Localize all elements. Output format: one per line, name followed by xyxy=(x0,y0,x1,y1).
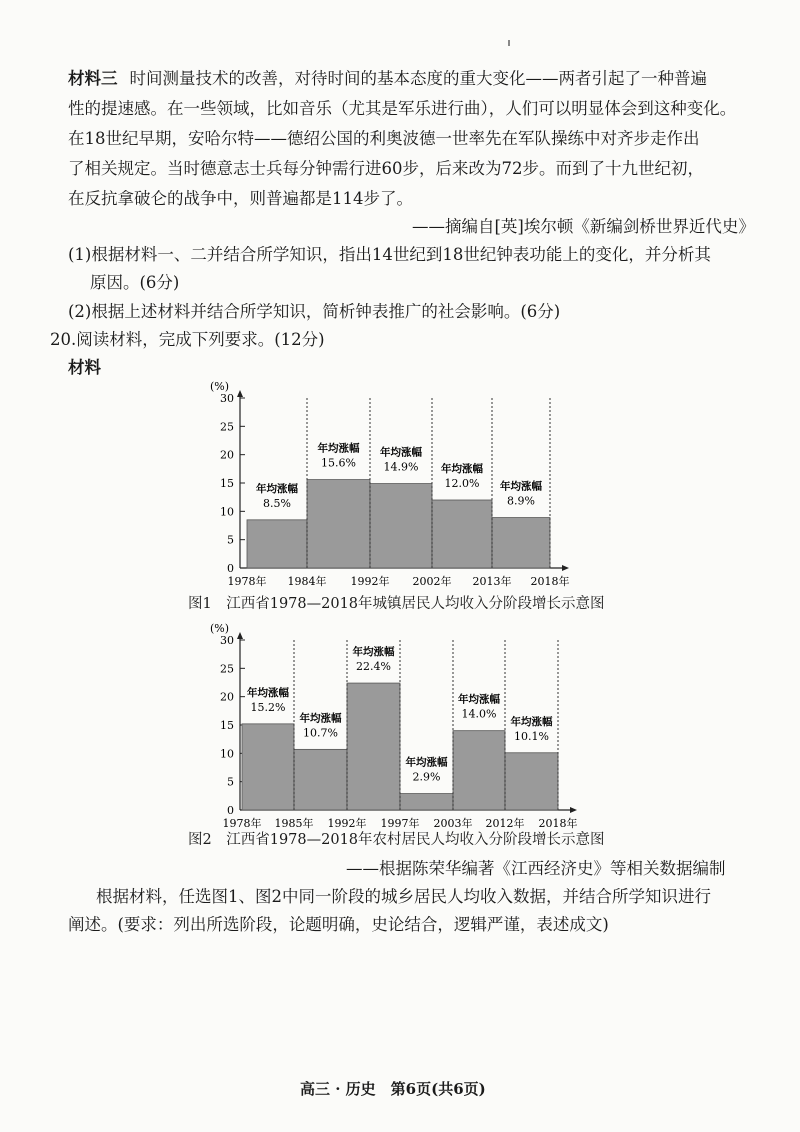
x-tick-label: 1978年 xyxy=(222,817,262,830)
material3-line-1: 材料三 时间测量技术的改善，对待时间的基本态度的重大变化——两者引起了一种普遍 xyxy=(68,69,707,88)
y-tick-label: 30 xyxy=(220,392,234,405)
material3-line-2: 性的提速感。在一些领域，比如音乐（尤其是军乐进行曲），人们可以明显体会到这种变化。 xyxy=(68,99,737,118)
material3-label: 材料三 xyxy=(68,69,118,88)
x-tick-label: 2018年 xyxy=(530,575,570,588)
x-tick-label: 2002年 xyxy=(412,575,452,588)
charts-source: ——根据陈荣华编著《江西经济史》等相关数据编制 xyxy=(346,859,726,878)
y-tick-label: 15 xyxy=(220,719,234,732)
bar-category-label: 年均涨幅 xyxy=(352,646,395,659)
scan-mark xyxy=(508,40,510,46)
bar-value-label: 14.9% xyxy=(383,460,419,474)
x-tick-label: 1985年 xyxy=(274,817,314,830)
x-axis-arrow xyxy=(570,807,577,813)
question-2: (2)根据上述材料并结合所学知识，简析钟表推广的社会影响。(6分) xyxy=(68,302,561,321)
y-tick-label: 15 xyxy=(220,477,234,490)
y-tick-label: 20 xyxy=(220,448,234,462)
bar-category-label: 年均涨幅 xyxy=(380,446,422,459)
bar-category-label: 年均涨幅 xyxy=(458,693,500,706)
bar-value-label: 12.0% xyxy=(444,477,480,490)
bar xyxy=(453,731,505,810)
bar-value-label: 22.4% xyxy=(356,660,391,674)
y-tick-label: 0 xyxy=(227,804,234,817)
question-1-line-1: (1)根据材料一、二并结合所学知识，指出14世纪到18世纪钟表功能上的变化，并分析其 xyxy=(68,245,711,264)
bar-value-label: 15.6% xyxy=(321,456,356,470)
x-tick-label: 1992年 xyxy=(350,575,390,588)
chart-1-caption: 图1 江西省1978—2018年城镇居民人均收入分阶段增长示意图 xyxy=(188,596,605,612)
material-label: 材料 xyxy=(68,358,101,377)
x-tick-label: 2012年 xyxy=(485,817,525,830)
x-tick-label: 2003年 xyxy=(433,817,473,830)
x-tick-label: 1997年 xyxy=(380,817,420,830)
bar-value-label: 14.0% xyxy=(461,707,497,721)
bar-category-label: 年均涨幅 xyxy=(500,480,542,493)
bar-category-label: 年均涨幅 xyxy=(441,463,483,475)
x-tick-label: 2018年 xyxy=(538,817,578,830)
x-tick-label: 2013年 xyxy=(472,575,512,588)
bar xyxy=(294,749,347,810)
page-footer: 高三 · 历史 第6页(共6页) xyxy=(300,1080,486,1098)
x-tick-label: 1992年 xyxy=(327,817,367,830)
bar xyxy=(505,753,558,810)
y-tick-label: 5 xyxy=(227,533,234,547)
question-1-line-2: 原因。(6分) xyxy=(90,273,180,292)
bar xyxy=(247,520,307,568)
y-tick-label: 0 xyxy=(227,562,234,575)
bar-category-label: 年均涨幅 xyxy=(299,712,342,725)
bar-value-label: 2.9% xyxy=(412,770,441,784)
material3-source: ——摘编自[英]埃尔顿《新编剑桥世界近代史》 xyxy=(412,217,755,236)
bar xyxy=(400,794,453,810)
bar xyxy=(432,500,492,568)
bar xyxy=(307,480,370,568)
y-axis-arrow xyxy=(237,390,243,397)
bar-value-label: 8.9% xyxy=(507,494,535,508)
question-20-title: 20.阅读材料，完成下列要求。(12分) xyxy=(50,330,325,349)
chart-2-caption: 图2 江西省1978—2018年农村居民人均收入分阶段增长示意图 xyxy=(188,832,605,848)
material3-line-3: 在18世纪早期，安哈尔特——德绍公国的利奥波德一世率先在军队操练中对齐步走作出 xyxy=(68,129,700,148)
question-20-task-line-2: 阐述。(要求：列出所选阶段，论题明确，史论结合，逻辑严谨，表述成文) xyxy=(68,915,609,934)
y-tick-label: 25 xyxy=(220,662,234,676)
y-axis-arrow xyxy=(237,632,243,639)
bar-category-label: 年均涨幅 xyxy=(256,482,298,495)
y-tick-label: 20 xyxy=(220,690,234,704)
bar-category-label: 年均涨幅 xyxy=(247,686,289,699)
bar-category-label: 年均涨幅 xyxy=(317,442,360,455)
bar-value-label: 10.7% xyxy=(303,726,338,740)
bar-value-label: 15.2% xyxy=(250,700,286,714)
bar xyxy=(242,724,294,810)
bar xyxy=(347,683,400,810)
x-tick-label: 1984年 xyxy=(287,575,327,588)
y-tick-label: 25 xyxy=(220,420,234,434)
bar-value-label: 10.1% xyxy=(514,729,549,743)
y-tick-label: 5 xyxy=(227,775,234,789)
chart-rural-income xyxy=(190,618,590,840)
y-axis-unit-label: (%) xyxy=(210,622,230,635)
x-axis-arrow xyxy=(562,565,569,571)
question-20-task-line-1: 根据材料，任选图1、图2中同一阶段的城乡居民人均收入数据，并结合所学知识进行 xyxy=(96,887,711,906)
y-tick-label: 10 xyxy=(220,747,234,761)
y-tick-label: 10 xyxy=(220,505,234,519)
bar-value-label: 8.5% xyxy=(263,496,291,510)
bar xyxy=(370,484,432,568)
bar-category-label: 年均涨幅 xyxy=(405,756,448,769)
bar xyxy=(492,518,550,568)
y-tick-label: 30 xyxy=(220,634,234,647)
material3-line-5: 在反抗拿破仑的战争中，则普遍都是114步了。 xyxy=(68,189,413,208)
material3-line-4: 了相关规定。当时德意志士兵每分钟需行进60步，后来改为72步。而到了十九世纪初， xyxy=(68,159,704,178)
chart-urban-income xyxy=(190,376,590,598)
bar-category-label: 年均涨幅 xyxy=(510,715,553,728)
y-axis-unit-label: (%) xyxy=(210,380,230,393)
x-tick-label: 1978年 xyxy=(227,575,267,588)
